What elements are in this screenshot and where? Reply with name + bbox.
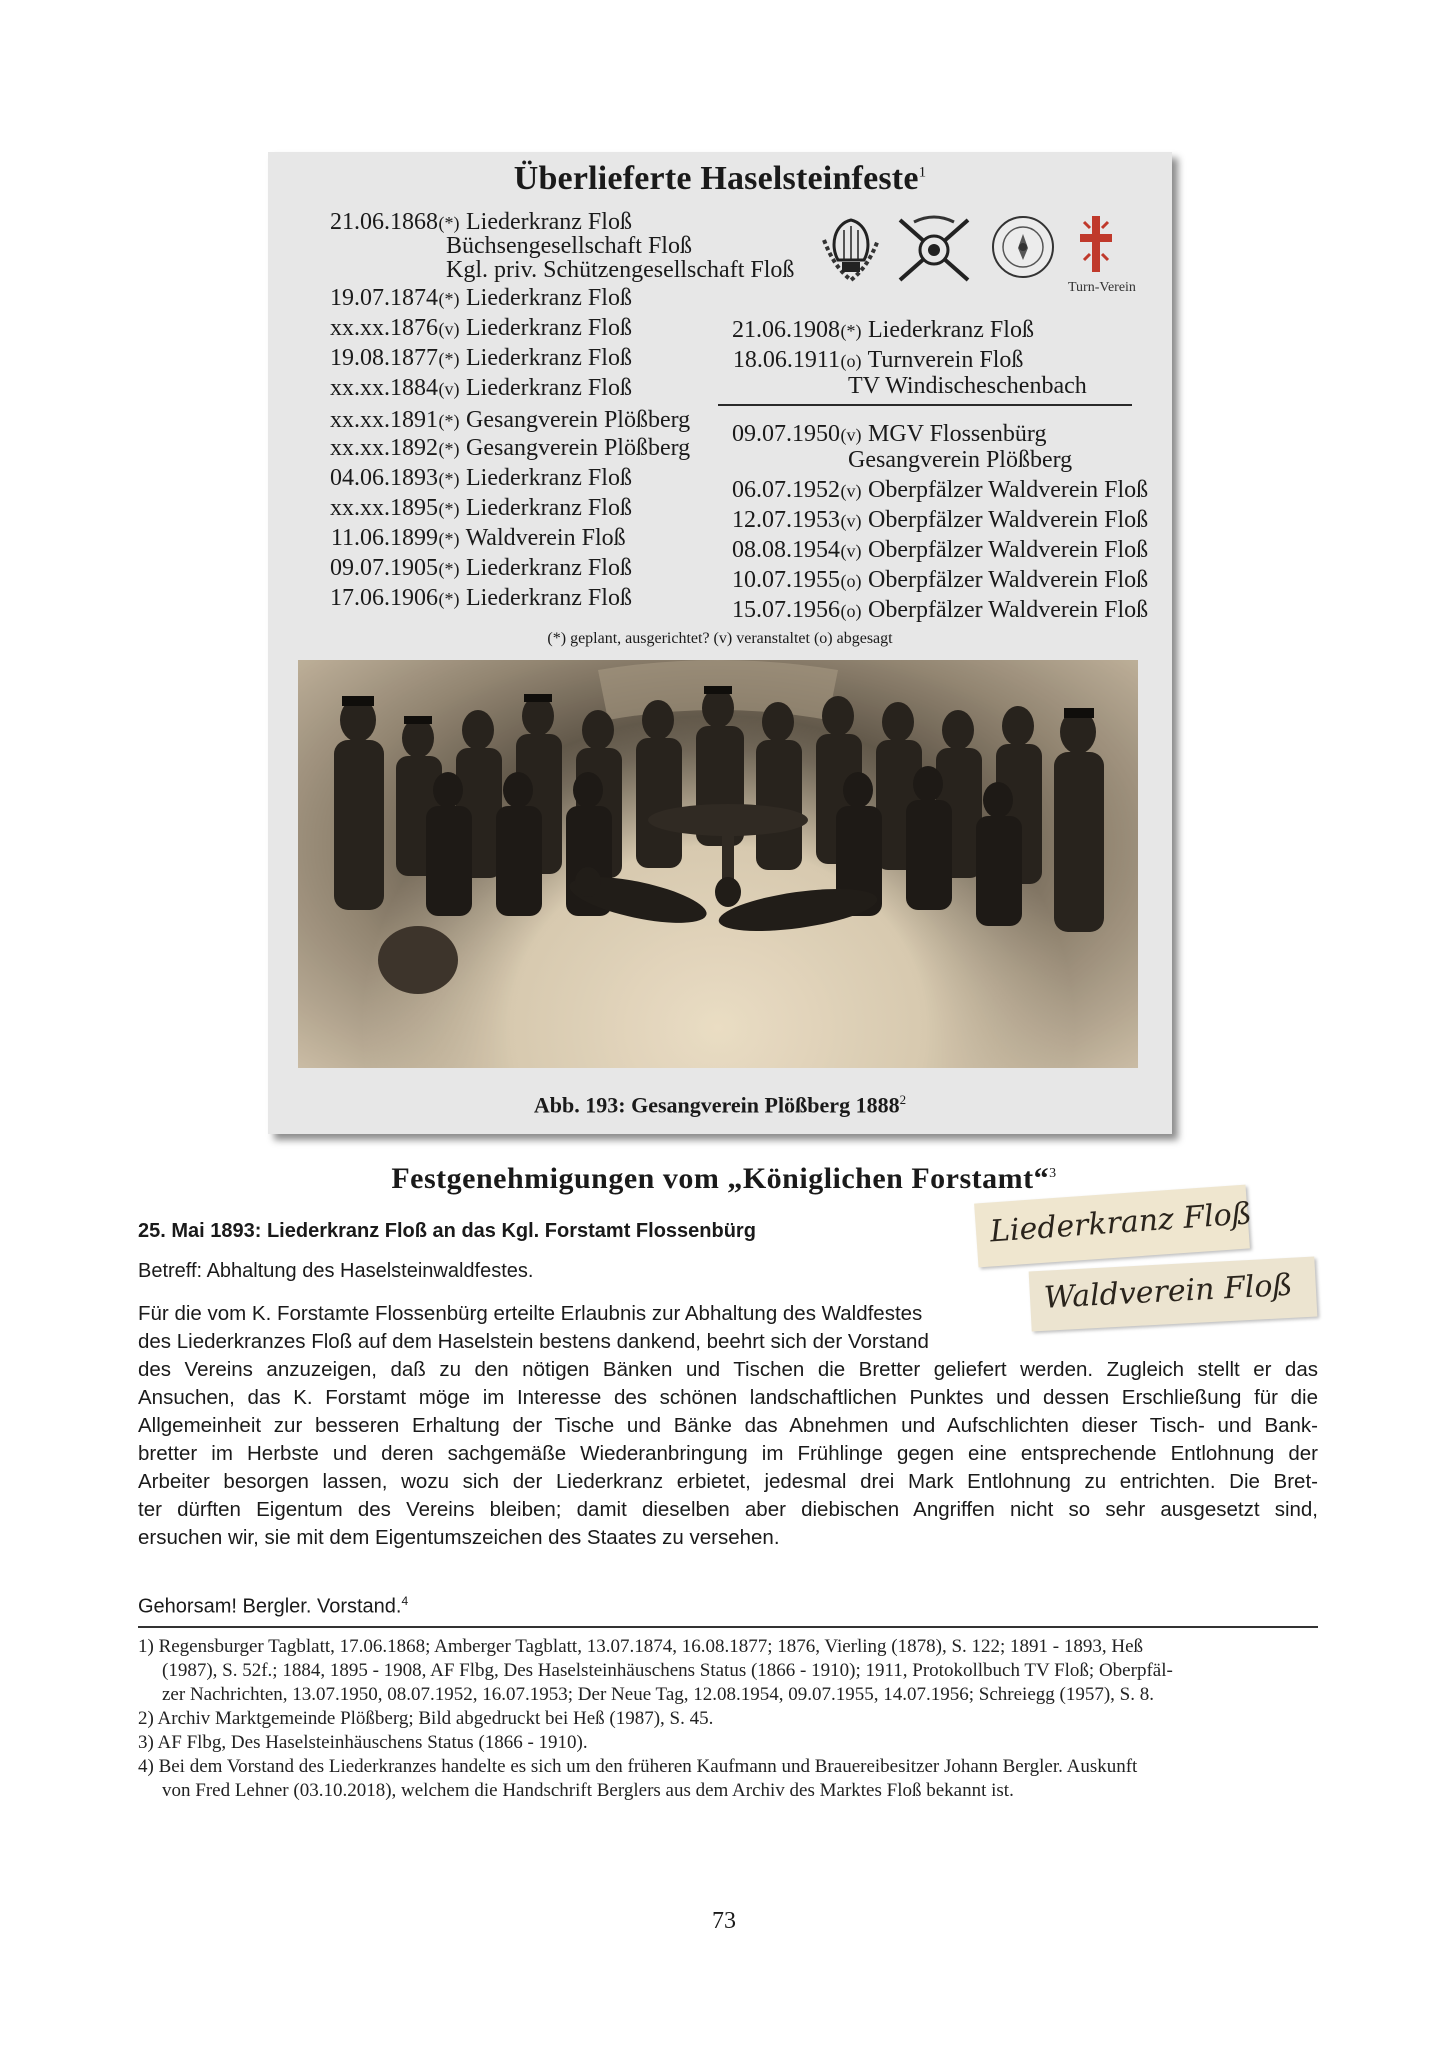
festival-row: 15.07.1956(o) Oberpfälzer Waldverein Floß (732, 597, 1149, 623)
festival-row: 18.06.1911(o) Turnverein Floß (732, 347, 1024, 373)
footnote-1-cont: zer Nachrichten, 13.07.1950, 08.07.1952, 16.07.1953; Der Neue Tag, 12.08.1954, 09.07.1955, 14.07.1956; Schreiegg (1957), S. 8. (162, 1684, 1154, 1705)
festival-row: 19.07.1874(*) Liederkranz Floß (330, 285, 632, 311)
turnverein-label: Turn-Verein (1068, 280, 1136, 295)
festival-row: 11.06.1899(*) Waldverein Floß (330, 525, 626, 551)
page-number: 73 (712, 1908, 736, 1934)
body-text-line: des Vereins anzuzeigen, daß zu den nötigen Bänken und Tischen die Bretter geliefert werden. Zugleich stellt er das (138, 1358, 1318, 1381)
festival-row: 21.06.1868(*) Liederkranz Floß (330, 209, 632, 235)
body-text-line: Für die vom K. Forstamte Flossenbürg erteilte Erlaubnis zur Abhaltung des Waldfestes (138, 1302, 923, 1325)
letter-subject: Betreff: Abhaltung des Haselsteinwaldfestes. (138, 1260, 534, 1282)
handwriting-sample-waldverein: Waldverein Floß (1029, 1257, 1318, 1332)
festival-row: 08.08.1954(v) Oberpfälzer Waldverein Floß (732, 537, 1149, 563)
festival-row: 04.06.1893(*) Liederkranz Floß (330, 465, 632, 491)
body-text-line: des Liederkranzes Floß auf dem Haselstein bestens dankend, beehrt sich der Vorstand (138, 1330, 929, 1353)
legend: (*) geplant, ausgerichtet? (v) veranstaltet (o) abgesagt (547, 630, 893, 647)
festival-row: xx.xx.1876(v) Liederkranz Floß (330, 315, 632, 341)
body-text-line: bretter im Herbste und deren sachgemäße Wiederanbringung im Frühlinge gegen eine entsprechende Entlohnung der (138, 1442, 1318, 1465)
footnote-3: 3) AF Flbg, Des Haselsteinhäuschens Status (1866 - 1910). (138, 1732, 588, 1753)
group-photo-silhouettes (298, 660, 1138, 1068)
footnote-1: 1) Regensburger Tagblatt, 17.06.1868; Amberger Tagblatt, 13.07.1874, 16.08.1877; 1876, Vierling (1878), S. 122; 1891 - 1893, Heß (138, 1636, 1144, 1657)
footnote-ref-1: 1 (918, 164, 927, 181)
footnote-4-cont: von Fred Lehner (03.10.2018), welchem die Handschrift Berglers aus dem Archiv des Marktes Floß bekannt ist. (162, 1780, 1014, 1801)
lyre-emblem-icon (816, 210, 886, 292)
festival-row: 17.06.1906(*) Liederkranz Floß (330, 585, 632, 611)
crossed-rifles-target-icon (894, 212, 974, 288)
festival-row: 09.07.1905(*) Liederkranz Floß (330, 555, 632, 581)
festival-row: xx.xx.1895(*) Liederkranz Floß (330, 495, 632, 521)
section-heading: Festgenehmigungen vom „Königlichen Forstamt“$^3$ (391, 1162, 1057, 1195)
festival-row: 09.07.1950(v) MGV Flossenbürg (732, 421, 1047, 447)
festival-row-continued: Gesangverein Plößberg (848, 447, 1073, 473)
footnote-ref-4: 4 (401, 1594, 409, 1608)
signature-line: Gehorsam! Bergler. Vorstand.$^4$ (138, 1594, 409, 1618)
letter-heading: 25. Mai 1893: Liederkranz Floß an das Kgl. Forstamt Flossenbürg (138, 1220, 756, 1242)
photo-caption: Abb. 193: Gesangverein Plößberg 1888$^2$ (533, 1092, 907, 1118)
turnverein-cross-icon (1078, 214, 1114, 274)
festival-row-continued: TV Windischeschenbach (848, 373, 1087, 399)
festival-row: 12.07.1953(v) Oberpfälzer Waldverein Floß (732, 507, 1149, 533)
body-text-line: ter dürften Eigentum des Vereins bleiben; damit dieselben aber diebischen Angriffen nicht so sehr ausgesetzt sind, (138, 1498, 1318, 1521)
footnote-2: 2) Archiv Marktgemeinde Plößberg; Bild abgedruckt bei Heß (1987), S. 45. (138, 1708, 714, 1729)
handwriting-sample-liederkranz: Liederkranz Floß (974, 1185, 1250, 1268)
divider-line (718, 404, 1132, 406)
group-photo (298, 660, 1138, 1068)
footnote-ref-2: 2 (899, 1092, 907, 1107)
festival-row: 19.08.1877(*) Liederkranz Floß (330, 345, 632, 371)
body-text-line: Arbeiter besorgen lassen, wozu sich der Liederkranz erbietet, jedesmal drei Mark Entlohnung zu entrichten. Die Bret- (138, 1470, 1318, 1493)
body-text-line: Ansuchen, das K. Forstamt möge im Interesse des schönen landschaftlichen Punktes und dessen Erschließung für die (138, 1386, 1318, 1409)
body-text-line: ersuchen wir, sie mit dem Eigentumszeichen des Staates zu versehen. (138, 1526, 780, 1549)
festival-row: 10.07.1955(o) Oberpfälzer Waldverein Floß (732, 567, 1149, 593)
festival-row: 06.07.1952(v) Oberpfälzer Waldverein Floß (732, 477, 1149, 503)
festival-row: 21.06.1908(*) Liederkranz Floß (732, 317, 1034, 343)
festival-row-continued: Kgl. priv. Schützengesellschaft Floß (446, 257, 795, 283)
festival-row: xx.xx.1884(v) Liederkranz Floß (330, 375, 632, 401)
box-title: Überlieferte Haselsteinfeste$^1$ (513, 160, 927, 197)
footnote-4: 4) Bei dem Vorstand des Liederkranzes handelte es sich um den früheren Kaufmann und Brauereibesitzer Johann Bergler. Auskunft (138, 1756, 1138, 1777)
footnote-ref-3: 3 (1049, 1166, 1057, 1181)
festival-row-continued: Büchsengesellschaft Floß (446, 233, 692, 259)
historical-festivals-box (268, 152, 1172, 1134)
festival-row: xx.xx.1892(*) Gesangverein Plößberg (330, 435, 691, 461)
festival-row: xx.xx.1891(*) Gesangverein Plößberg (330, 407, 691, 433)
footnote-1-cont: (1987), S. 52f.; 1884, 1895 - 1908, AF Flbg, Des Haselsteinhäuschens Status (1866 - 1910); 1911, Protokollbuch TV Floß; Oberpfäl- (162, 1660, 1173, 1681)
waldverein-seal-icon (990, 214, 1056, 280)
footnote-rule (138, 1626, 1318, 1628)
body-text-line: Allgemeinheit zur besseren Erhaltung der Tische und Bänke das Abnehmen und Aufschlichten dieser Tisch- und Bank- (138, 1414, 1318, 1437)
